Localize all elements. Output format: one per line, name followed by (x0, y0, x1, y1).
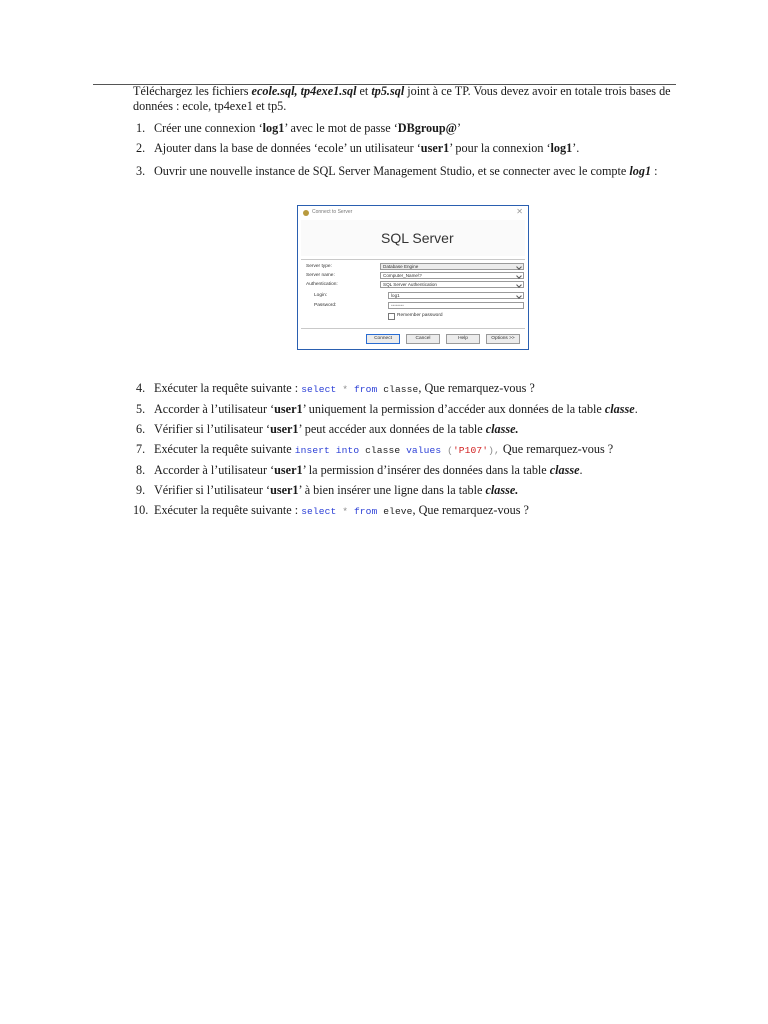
sql-star: * (342, 506, 349, 517)
dialog-banner (301, 220, 525, 256)
password-row (298, 302, 528, 311)
sql-keyword: insert into (294, 445, 360, 456)
server-name-label: Server name: (306, 273, 335, 278)
step-bold: log1 (550, 141, 573, 155)
step-7 (133, 442, 678, 458)
authentication-label: Authentication: (306, 282, 338, 287)
dialog-title: Connect to Server (312, 209, 353, 215)
close-icon[interactable]: ✕ (516, 207, 523, 216)
step-number: 10. (133, 503, 149, 517)
password-label: Password: (314, 303, 337, 308)
step-number: 9. (136, 483, 146, 497)
authentication-value: SQL Server Authentication (383, 282, 437, 287)
step-text: Vérifier si l’utilisateur ‘ (154, 422, 271, 436)
sql-table: eleve (383, 506, 413, 517)
step-number: 6. (136, 422, 146, 436)
step-bold: user1 (420, 141, 450, 155)
step-9 (133, 483, 678, 498)
authentication-row (298, 281, 528, 290)
step-text: ’ à bien insérer une ligne dans la table (298, 483, 486, 497)
step-text: Ajouter dans la base de données ‘ecole’ un utilisateur ‘ (154, 141, 421, 155)
step-number: 7. (136, 442, 146, 456)
step-text: ’ pour la connexion ‘ (449, 141, 551, 155)
intro-files-1: ecole.sql, tp4exe1.sql (251, 84, 357, 98)
step-bold: user1 (274, 402, 303, 416)
sql-keyword: from (353, 506, 378, 517)
step-bold-italic: log1 (629, 164, 652, 178)
server-type-select[interactable] (380, 263, 524, 270)
step-6 (133, 422, 678, 437)
step-5 (133, 402, 678, 417)
step-bold: log1 (262, 121, 285, 135)
server-name-row (298, 272, 528, 281)
chevron-down-icon (516, 282, 522, 288)
step-text: Vérifier si l’utilisateur ‘ (154, 483, 271, 497)
sql-keyword: values (406, 445, 442, 456)
step-4 (133, 381, 678, 397)
step-text: Accorder à l’utilisateur ‘ (154, 463, 275, 477)
cancel-button[interactable]: Cancel (406, 334, 440, 344)
login-select[interactable] (388, 292, 524, 299)
password-input[interactable] (388, 302, 524, 309)
step-text: . (579, 463, 583, 477)
step-number: 2. (136, 141, 146, 155)
server-name-select[interactable] (380, 272, 524, 279)
sql-keyword: select (301, 384, 337, 395)
intro-paragraph (133, 84, 678, 114)
help-button[interactable]: Help (446, 334, 480, 344)
step-bold-italic: classe. (485, 483, 519, 497)
step-bold: DBgroup@ (397, 121, 457, 135)
divider (301, 259, 525, 260)
sql-star: * (342, 384, 349, 395)
step-2 (133, 141, 678, 156)
chevron-down-icon (516, 293, 522, 299)
step-number: 8. (136, 463, 146, 477)
step-bold: user1 (274, 463, 303, 477)
connect-to-server-dialog (297, 205, 529, 350)
chevron-down-icon (516, 264, 522, 270)
step-text: , Que remarquez-vous ? (412, 503, 529, 517)
ssms-app-icon (303, 210, 309, 216)
step-text: Exécuter la requête suivante : (154, 503, 302, 517)
login-row (298, 292, 528, 301)
password-value: •••••••• (391, 303, 404, 308)
server-type-label: Server type: (306, 264, 332, 269)
step-bold-italic: classe. (485, 422, 519, 436)
remember-password-label: Remember password (397, 313, 443, 318)
step-text: , Que remarquez-vous ? (418, 381, 535, 395)
sql-table: classe (383, 384, 419, 395)
login-value: log1 (391, 293, 400, 298)
remember-password-checkbox[interactable] (388, 313, 395, 320)
step-bold: user1 (270, 422, 299, 436)
intro-text-3: joint à ce TP. Vous devez avoir en totale trois bases de données : ecole, tp4exe1 et tp5. (133, 84, 671, 113)
server-type-value: Database Engine (383, 264, 419, 269)
chevron-down-icon (516, 273, 522, 279)
step-1 (133, 121, 678, 136)
sql-keyword: select (301, 506, 337, 517)
step-10 (133, 503, 678, 519)
intro-text-1: Téléchargez les fichiers (133, 84, 252, 98)
server-type-row (298, 263, 528, 272)
step-text: ’ avec le mot de passe ‘ (284, 121, 398, 135)
brand-title: SQL Server (381, 230, 454, 246)
dialog-title-bar (298, 206, 528, 220)
sql-keyword: from (353, 384, 378, 395)
step-text: . (634, 402, 638, 416)
step-bold-italic: classe (604, 402, 635, 416)
server-name-value: Computer_Name\? (383, 273, 422, 278)
step-text: Créer une connexion ‘ (154, 121, 263, 135)
step-8 (133, 463, 678, 478)
step-number: 4. (136, 381, 146, 395)
options-button[interactable]: Options >> (486, 334, 520, 344)
step-text: Exécuter la requête suivante : (154, 381, 302, 395)
step-text: Que remarquez-vous ? (499, 442, 614, 456)
intro-files-2: tp5.sql (371, 84, 405, 98)
step-3 (133, 161, 678, 182)
step-bold-italic: classe (549, 463, 580, 477)
step-text: ’ uniquement la permission d’accéder aux données de la table (302, 402, 605, 416)
step-text: ’ peut accéder aux données de la table (298, 422, 486, 436)
login-label: Login: (314, 293, 328, 298)
step-number: 5. (136, 402, 146, 416)
sql-string: 'P107' (452, 445, 489, 456)
step-text: Exécuter la requête suivante (154, 442, 295, 456)
step-text: ’. (572, 141, 580, 155)
connect-button[interactable]: Connect (366, 334, 400, 344)
sql-table: classe (365, 445, 401, 456)
step-bold: user1 (270, 483, 299, 497)
authentication-select[interactable] (380, 281, 524, 288)
step-text: Accorder à l’utilisateur ‘ (154, 402, 275, 416)
step-text: ’ (457, 121, 462, 135)
step-number: 3. (136, 164, 146, 178)
step-number: 1. (136, 121, 146, 135)
intro-text-2: et (356, 84, 372, 98)
sql-paren: ), (488, 445, 500, 456)
sql-paren: ( (447, 445, 453, 456)
step-text: Ouvrir une nouvelle instance de SQL Server Management Studio, et se connecter avec le compte (154, 164, 630, 178)
divider (301, 328, 525, 329)
step-text: ’ la permission d’insérer des données dans la table (302, 463, 550, 477)
step-text: : (651, 164, 658, 178)
